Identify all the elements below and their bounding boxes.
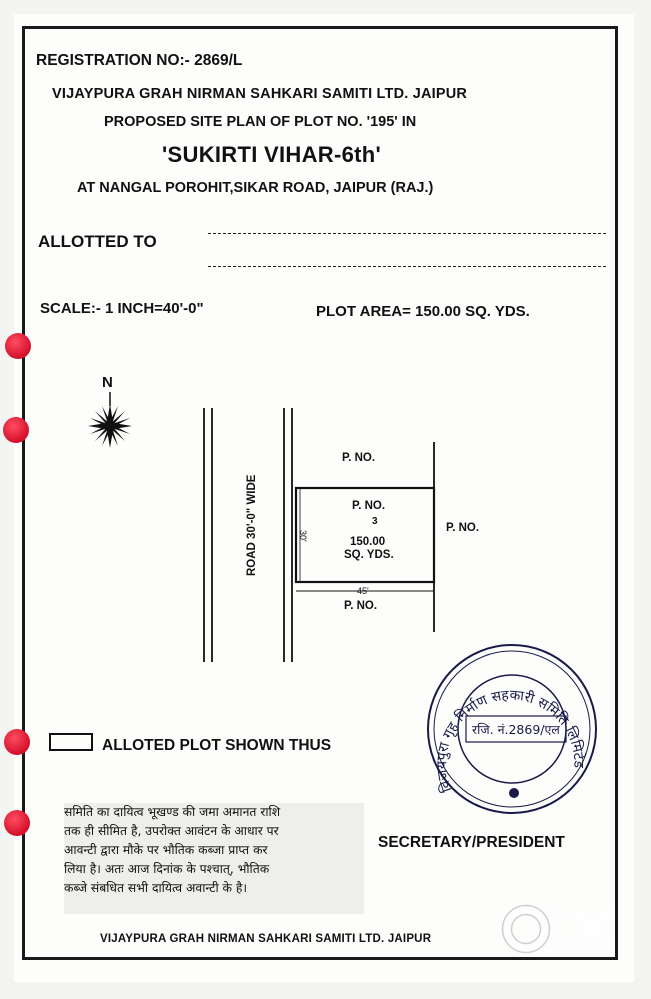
plot-width-dimension: 30': [298, 530, 308, 542]
hindi-note-line: आवन्टी द्वारा मौके पर भौतिक कब्जा प्राप्त कर: [64, 843, 268, 857]
plot-east-label: P. NO.: [446, 522, 480, 534]
north-compass-icon: [88, 374, 132, 448]
registration-number: REGISTRATION NO:- 2869/L: [36, 52, 243, 69]
olx-watermark-logo: [498, 896, 628, 962]
north-label: N: [102, 374, 113, 391]
plot-area-label: PLOT AREA= 150.00 SQ. YDS.: [316, 303, 530, 320]
colony-name: 'SUKIRTI VIHAR-6th': [162, 142, 382, 167]
allotted-plot-label: P. NO.: [352, 500, 386, 512]
scale-label: SCALE:- 1 INCH=40'-0": [40, 300, 204, 317]
road: [204, 408, 292, 662]
hindi-note-line: समिति का दायित्व भूखण्ड की जमा अमानत राशि: [64, 805, 281, 819]
stamp-outer-text-path: विजयपुरा गृह निर्माण सहकारी समिति लिमिटेड: [434, 687, 587, 795]
legend-swatch: [49, 733, 93, 751]
site-location: AT NANGAL POROHIT,SIKAR ROAD, JAIPUR (RAJ.): [77, 180, 434, 196]
hindi-note-line: कब्जे संबधित सभी दायित्व अवान्टी के है।: [64, 881, 248, 895]
society-name: VIJAYPURA GRAH NIRMAN SAHKARI SAMITI LTD. JAIPUR: [52, 86, 468, 102]
allotted-plot-area-unit: SQ. YDS.: [344, 549, 394, 561]
allotted-plot-area-value: 150.00: [350, 536, 386, 548]
allotted-to-label: ALLOTTED TO: [38, 232, 157, 251]
plot-south-label: P. NO.: [344, 600, 378, 612]
plot-north-label: P. NO.: [342, 452, 376, 464]
road-label: ROAD 30'-0" WIDE: [246, 474, 258, 576]
hindi-liability-note: [64, 803, 364, 914]
allotted-plot-number: 3: [372, 516, 378, 527]
plot-length-dimension: 45': [357, 586, 369, 596]
hindi-note-line: तक ही सीमित है, उपरोक्त आवंटन के आधार पर: [64, 824, 279, 838]
footer-society-name: VIJAYPURA GRAH NIRMAN SAHKARI SAMITI LTD. JAIPUR: [100, 933, 432, 945]
stamp-registration: रजि. नं.2869/एल: [472, 722, 560, 737]
signatory-label: SECRETARY/PRESIDENT: [378, 834, 565, 851]
hindi-note-line: लिया है। अतः आज दिनांक के पश्चात्, भौतिक: [64, 862, 270, 876]
legend-label: ALLOTED PLOT SHOWN THUS: [102, 737, 332, 754]
proposed-plan-title: PROPOSED SITE PLAN OF PLOT NO. '195' IN: [104, 114, 417, 130]
society-stamp: [428, 645, 596, 813]
